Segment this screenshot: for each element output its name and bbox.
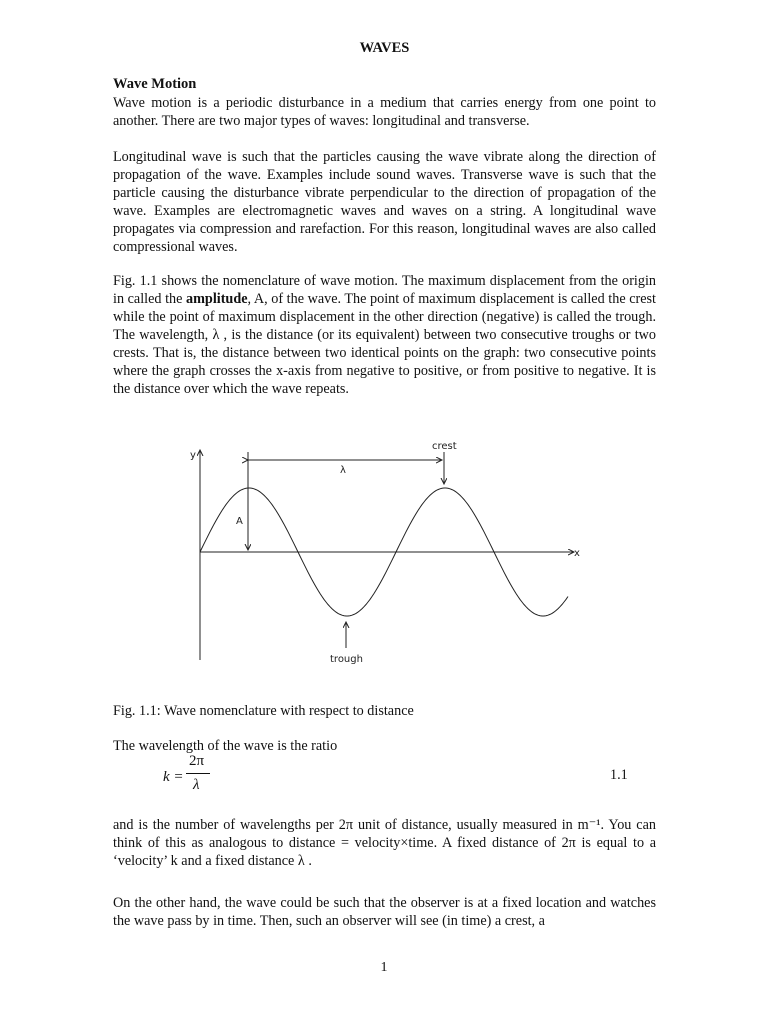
para-text: Fig. 1.1 shows the nomenclature of wave motion. The maximum displacement from the origin in called the <box>113 273 656 307</box>
ratio-text: The wavelength of the wave is the ratio <box>113 738 338 754</box>
paragraph-wave-motion: Wave motion is a periodic disturbance in a medium that carries energy from one point to another. There are two major types of waves: longitudinal and transverse. <box>113 95 656 129</box>
amplitude-label: A <box>236 516 243 527</box>
eq-denominator: λ <box>193 777 200 793</box>
para-text: , A, of the wave. The point of maximum displacement is called the crest while the point of maximum displacement in the other direction (negative) is called the trough. The wavelength, λ , is the distance (or its equivalent) between two consecutive troughs or two crests. That is, the distance between two identical points on the graph: two consecutive points where the graph crosses the x-axis from negative to positive, or from positive to negative. It is the distance over which the wave repeats. <box>113 291 656 397</box>
amplitude-term: amplitude <box>186 291 248 307</box>
wave-figure <box>190 438 590 670</box>
equation-number: 1.1 <box>610 767 628 783</box>
eq-fraction-bar <box>186 773 210 774</box>
paragraph-nomenclature <box>113 272 656 398</box>
eq-lhs: k = <box>163 769 184 785</box>
paragraph-wavenumber: and is the number of wavelengths per 2π unit of distance, usually measured in m⁻¹. You can think of this as analogous to distance = velocity×time. A fixed distance of 2π is equal to a ‘velocity’ k and a fixed distance λ . <box>113 817 656 869</box>
x-axis-label: x <box>574 548 580 559</box>
y-axis-label: y <box>190 450 196 461</box>
figure-caption: Fig. 1.1: Wave nomenclature with respect to distance <box>113 703 414 719</box>
wavelength-label: λ <box>340 465 346 476</box>
page-title: WAVES <box>359 40 410 56</box>
crest-label: crest <box>432 441 457 452</box>
eq-numerator: 2π <box>189 753 205 769</box>
section-heading: Wave Motion <box>113 76 197 92</box>
paragraph-time: On the other hand, the wave could be such that the observer is at a fixed location and watches the wave pass by in time. Then, such an observer will see (in time) a crest, a <box>113 895 656 929</box>
trough-label: trough <box>330 654 363 665</box>
paragraph-wave-types: Longitudinal wave is such that the particles causing the wave vibrate along the direction of propagation of the wave. Examples include sound waves. Transverse wave is such that the particle causing the disturbance vibrate perpendicular to the direction of propagation of the wave. Examples are electromagnetic waves and waves on a string. A longitudinal wave propagates via compression and rarefaction. For this reason, longitudinal waves are also called compressional waves. <box>113 149 656 255</box>
page-number: 1 <box>380 960 388 975</box>
